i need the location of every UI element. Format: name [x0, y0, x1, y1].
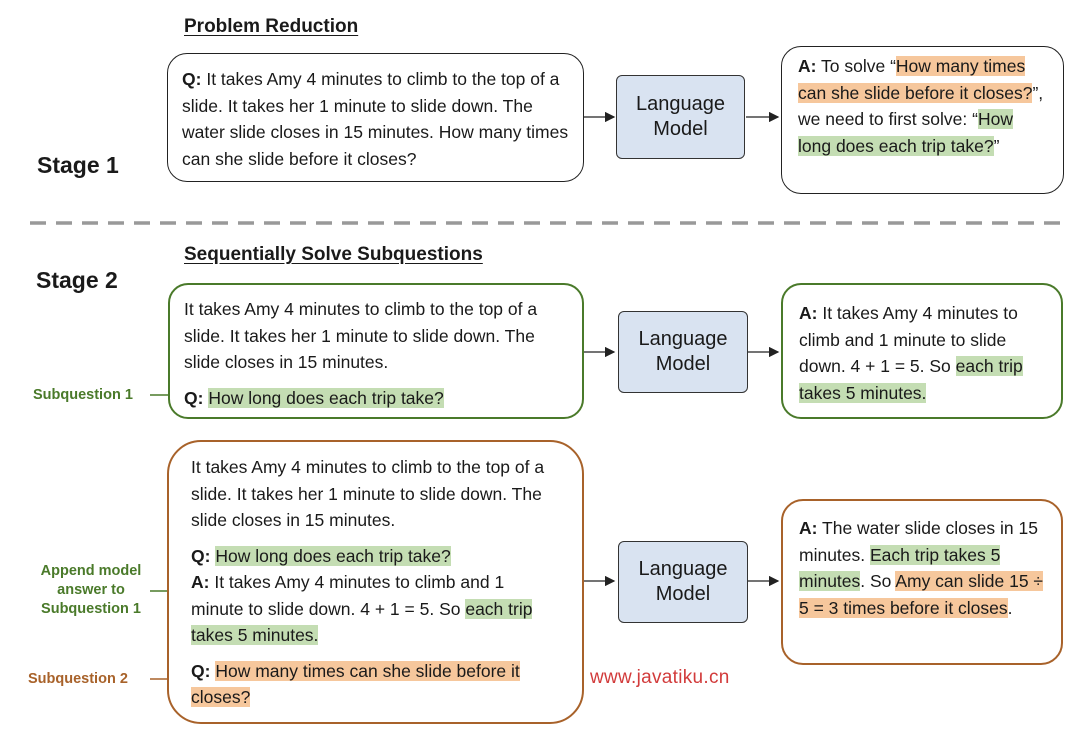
highlight-subquestion: How long does each trip take?: [798, 109, 1013, 156]
stage1-question-text: It takes Amy 4 minutes to climb to the top of a slide. It takes her 1 minute to slide down. The water slide closes in 15 minutes. How many times can she slide before it closes?: [182, 69, 569, 169]
q-prefix: Q:: [191, 545, 211, 566]
answer-text: To solve “: [821, 56, 896, 76]
highlight-main-question: How many times can she slide before it closes?: [798, 56, 1033, 103]
sub1-question-box: [168, 283, 584, 419]
sub1-question-text: How long does each trip take?: [208, 387, 444, 408]
sub2-appended-answer: It takes Amy 4 minutes to climb and 1 minute to slide down. 4 + 1 = 5. So: [191, 572, 505, 619]
stage2-label: Stage 2: [36, 267, 118, 293]
sub2-answer-box: [781, 499, 1063, 665]
a-prefix: A:: [799, 303, 818, 323]
stage1-answer-box: [781, 46, 1064, 194]
q-prefix: Q:: [191, 660, 211, 681]
q-prefix: Q:: [182, 69, 202, 89]
highlight-answer: each trip takes 5 minutes.: [191, 598, 533, 645]
answer-text: .: [1007, 597, 1013, 618]
sub1-context: It takes Amy 4 minutes to climb to the top of a slide. It takes her 1 minute to slide down. The slide closes in 15 minutes.: [184, 299, 538, 372]
stage1-question-box: [167, 53, 584, 182]
stage2-heading: Sequentially Solve Subquestions: [184, 244, 483, 265]
watermark: www.javatiku.cn: [590, 667, 730, 688]
sub2-question-box: [167, 440, 584, 724]
stage1-label: Stage 1: [37, 152, 119, 178]
a-prefix: A:: [798, 56, 817, 76]
highlight-answer: each trip takes 5 minutes.: [799, 356, 1023, 403]
sub2-question-text: How many times can she slide before it closes?: [191, 660, 520, 707]
sub2-context: It takes Amy 4 minutes to climb to the top of a slide. It takes her 1 minute to slide down. The slide closes in 15 minutes.: [191, 457, 545, 530]
answer-text: . So: [860, 571, 896, 591]
answer-text: ”, we need to first solve: “: [798, 82, 1044, 129]
answer-text: The water slide closes in 15 minutes.: [799, 518, 1038, 565]
sub1-answer-box: [781, 283, 1063, 419]
sub1-language-model: Language Model: [618, 311, 748, 393]
highlight-trip-time: Each trip takes 5 minutes: [799, 544, 1001, 591]
highlight-final-answer: Amy can slide 15 ÷ 5 = 3 times before it closes: [799, 571, 1044, 618]
append-answer-label: Append model answer to Subquestion 1: [40, 563, 142, 617]
a-prefix: A:: [191, 572, 210, 592]
subquestion1-label: Subquestion 1: [33, 387, 133, 403]
q-prefix: Q:: [184, 387, 204, 408]
a-prefix: A:: [799, 518, 818, 538]
sub1-answer-text: It takes Amy 4 minutes to climb and 1 minute to slide down. 4 + 1 = 5. So: [799, 303, 1018, 376]
answer-text: ”: [993, 135, 1000, 156]
stage1-heading: Problem Reduction: [184, 16, 359, 37]
subquestion2-label: Subquestion 2: [28, 671, 128, 687]
stage1-language-model: Language Model: [616, 75, 745, 159]
sub2-appended-question: How long does each trip take?: [215, 545, 451, 566]
sub2-language-model: Language Model: [618, 541, 748, 623]
